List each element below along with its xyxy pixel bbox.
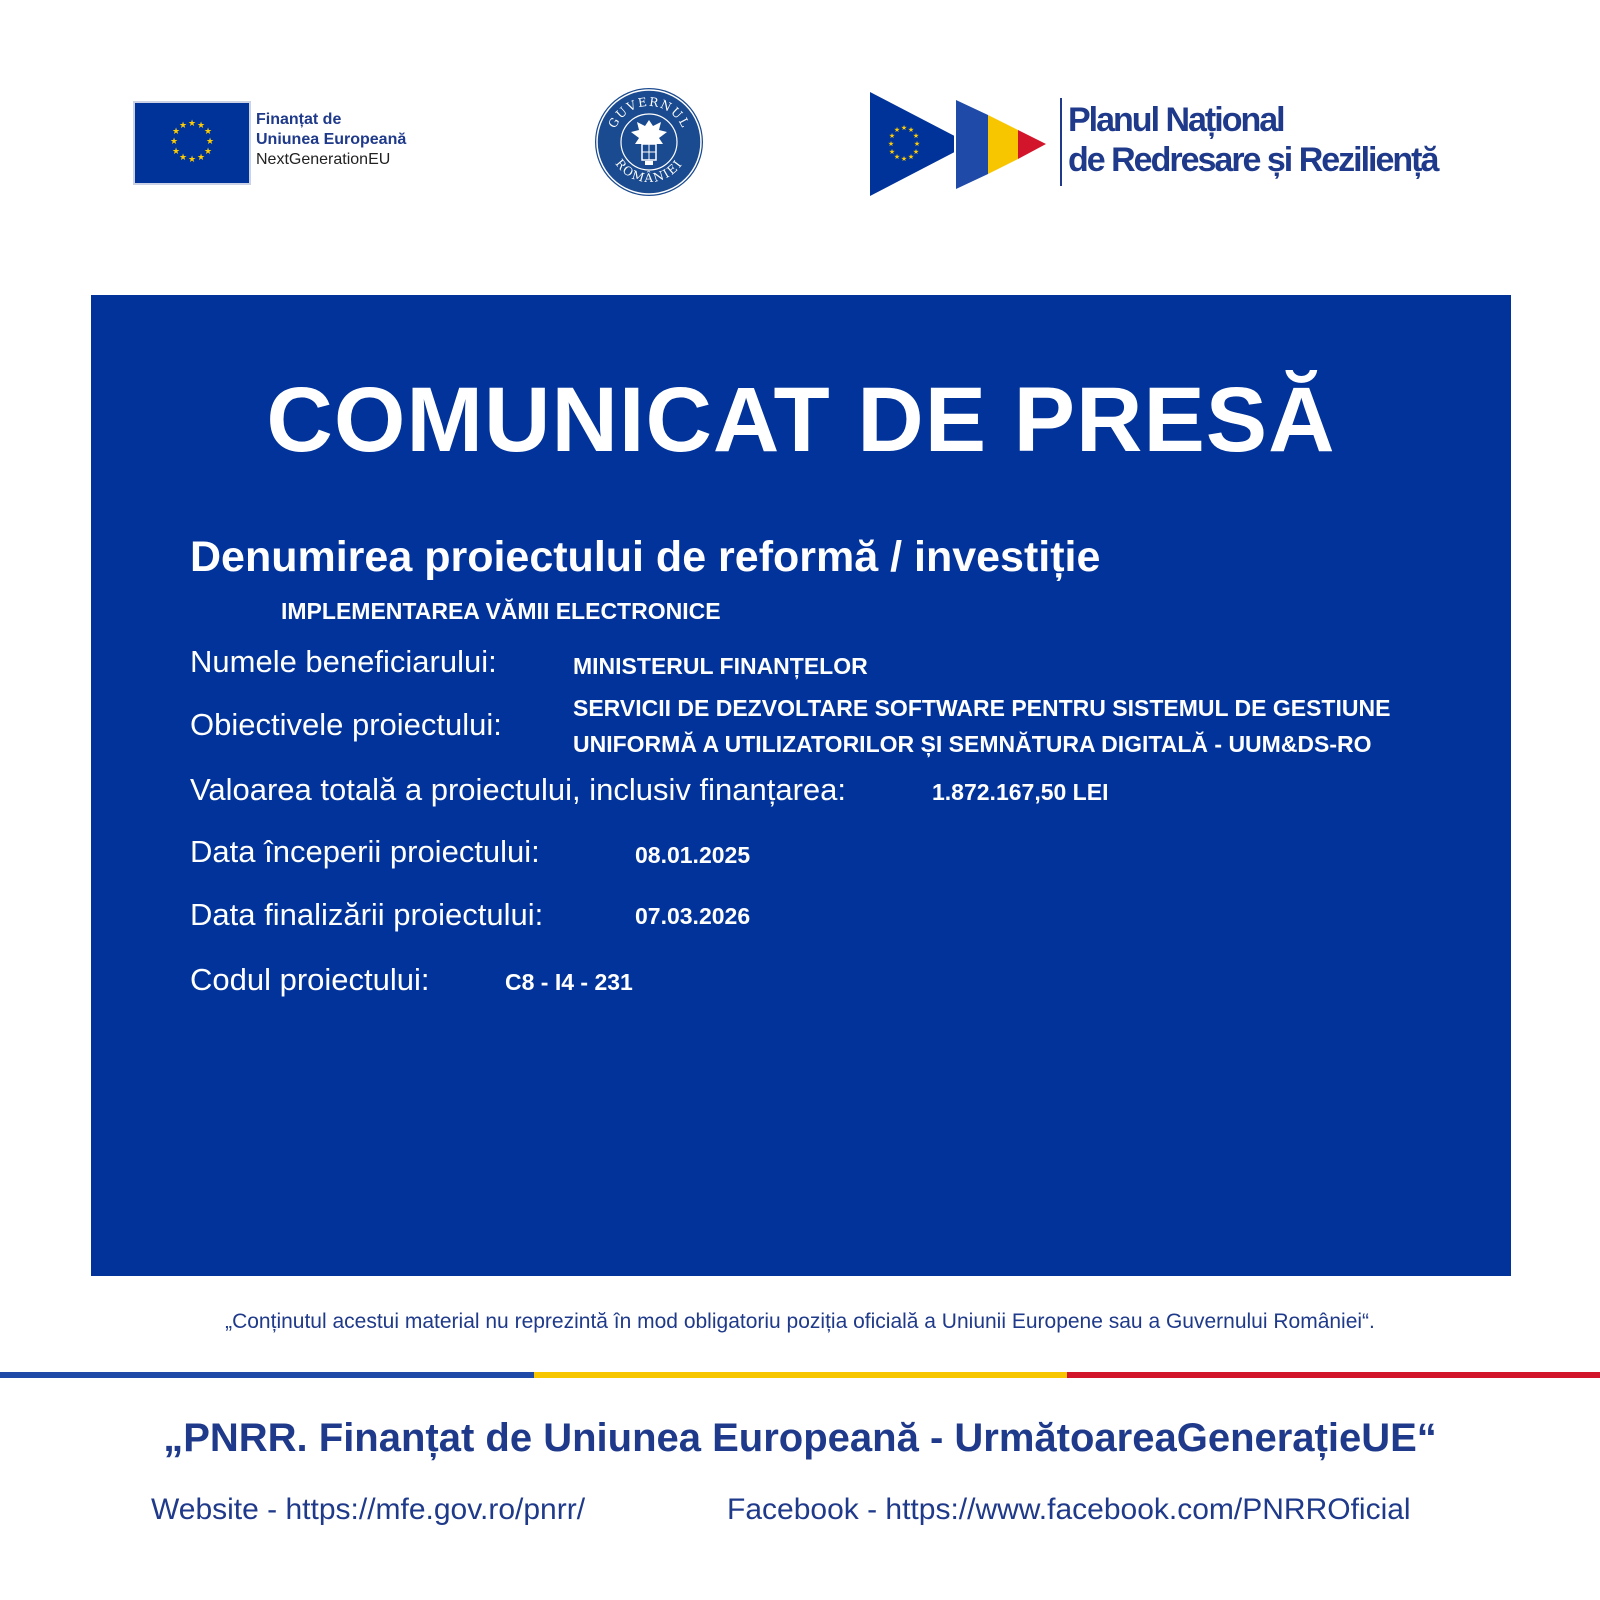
eu-funding-text [256, 110, 406, 170]
website-link[interactable]: Website - https://mfe.gov.ro/pnrr/ [151, 1493, 586, 1526]
end-date-value: 07.03.2026 [635, 903, 751, 929]
svg-text:★: ★ [913, 140, 921, 148]
svg-text:★: ★ [203, 147, 213, 157]
project-name: IMPLEMENTAREA VĂMII ELECTRONICE [281, 598, 721, 624]
seal-top-text: GUVERNUL [605, 94, 693, 131]
end-date-label: Data finalizării proiectului: [190, 897, 544, 932]
project-code-value: C8 - I4 - 231 [505, 969, 633, 995]
svg-text:★: ★ [178, 153, 188, 163]
pnrr-title [1068, 100, 1437, 180]
svg-text:★: ★ [171, 127, 181, 137]
beneficiary-value: MINISTERUL FINANȚELOR [573, 653, 868, 679]
svg-text:★: ★ [912, 132, 920, 140]
total-value-amount: 1.872.167,50 LEI [932, 779, 1109, 805]
project-code-label: Codul proiectului: [190, 962, 430, 997]
svg-text:★: ★ [203, 127, 213, 137]
pnrr-title-line-1: Planul Național [1068, 101, 1284, 139]
beneficiary-label: Numele beneficiarului: [190, 644, 497, 679]
svg-text:★: ★ [888, 132, 896, 140]
svg-text:★: ★ [187, 155, 197, 165]
tricolor-stripe-yellow [534, 1372, 1067, 1378]
svg-text:★: ★ [187, 119, 197, 129]
pnrr-divider [1060, 98, 1062, 186]
tricolor-stripe-blue [0, 1372, 534, 1378]
project-type-heading: Denumirea proiectului de reformă / investiție [190, 533, 1101, 581]
svg-text:★: ★ [888, 148, 896, 156]
start-date-value: 08.01.2025 [635, 842, 751, 868]
pnrr-slogan: „PNRR. Finanțat de Uniunea Europeană - UrmătoareaGenerațieUE“ [163, 1416, 1437, 1460]
pnrr-logo [870, 92, 1060, 196]
eu-line-2: Uniunea Europeană [256, 131, 407, 148]
svg-text:★: ★ [887, 140, 895, 148]
svg-text:★: ★ [205, 137, 215, 147]
pnrr-arrow-icon [870, 92, 1060, 196]
svg-text:★: ★ [169, 137, 179, 147]
svg-text:★: ★ [893, 153, 901, 161]
total-value-label: Valoarea totală a proiectului, inclusiv finanțarea: [190, 772, 846, 807]
seal-bottom-text: ROMÂNIEI [612, 156, 686, 186]
guvernul-romaniei-seal [593, 86, 705, 198]
eu-stars-icon [135, 103, 249, 183]
svg-text:★: ★ [178, 121, 188, 131]
eu-flag-logo [133, 101, 251, 185]
start-date-label: Data începerii proiectului: [190, 834, 540, 869]
svg-text:★: ★ [907, 153, 915, 161]
eu-line-3: NextGenerationEU [256, 151, 391, 168]
tricolor-stripe-red [1067, 1372, 1600, 1378]
svg-text:★: ★ [900, 155, 908, 163]
svg-text:★: ★ [912, 148, 920, 156]
pnrr-title-line-2: de Redresare și Reziliență [1068, 141, 1438, 179]
svg-text:★: ★ [171, 147, 181, 157]
svg-text:★: ★ [907, 126, 915, 134]
svg-text:★: ★ [893, 126, 901, 134]
svg-text:★: ★ [900, 124, 908, 132]
eu-line-1: Finanțat de [256, 111, 342, 128]
svg-text:★: ★ [196, 121, 206, 131]
gov-seal-icon [593, 86, 705, 198]
disclaimer-text: „Conținutul acestui material nu reprezintă în mod obligatoriu poziția oficială a Uniunii Europene sau a Guvernului României“. [225, 1310, 1375, 1333]
objectives-label: Obiectivele proiectului: [190, 707, 502, 742]
svg-text:★: ★ [196, 153, 206, 163]
objectives-value-line-2: UNIFORMĂ A UTILIZATORILOR ȘI SEMNĂTURA DIGITALĂ - UUM&DS-RO [573, 731, 1372, 757]
facebook-link[interactable]: Facebook - https://www.facebook.com/PNRROficial [727, 1493, 1411, 1526]
press-release-headline: COMUNICAT DE PRESĂ [266, 369, 1336, 471]
objectives-value-line-1: SERVICII DE DEZVOLTARE SOFTWARE PENTRU SISTEMUL DE GESTIUNE [573, 695, 1391, 721]
